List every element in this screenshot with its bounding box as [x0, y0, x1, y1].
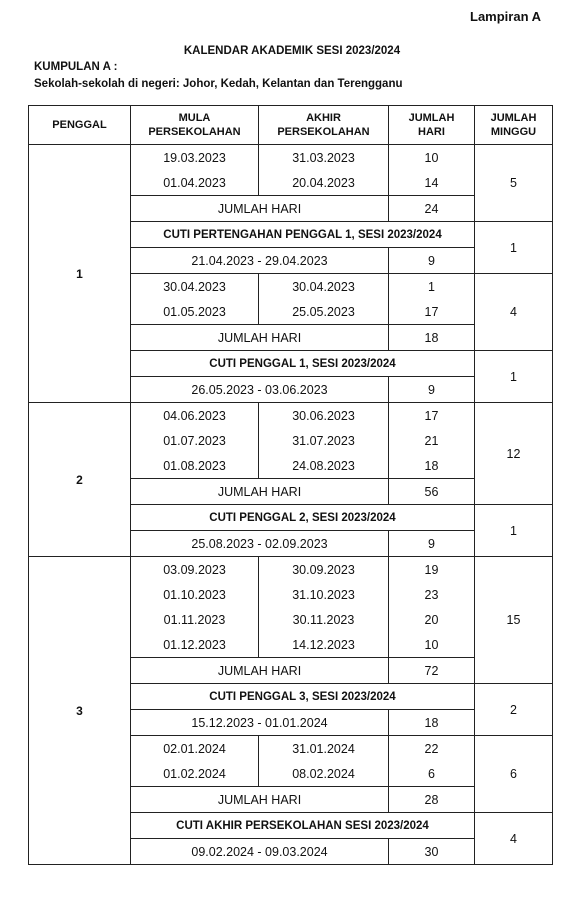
start-date: 03.09.2023 — [131, 557, 259, 583]
table-row — [29, 403, 553, 429]
start-date: 01.05.2023 — [131, 299, 259, 325]
start-date: 01.12.2023 — [131, 632, 259, 658]
weeks-count: 1 — [475, 351, 553, 403]
days-count: 17 — [389, 403, 475, 429]
days-count: 1 — [389, 274, 475, 300]
end-date: 25.05.2023 — [259, 299, 389, 325]
penggal-2-label: 2 — [29, 403, 131, 557]
break-title: CUTI AKHIR PERSEKOLAHAN SESI 2023/2024 — [131, 813, 475, 839]
end-date: 30.09.2023 — [259, 557, 389, 583]
weeks-count: 5 — [475, 145, 553, 222]
table-row — [29, 557, 553, 583]
break-title: CUTI PENGGAL 2, SESI 2023/2024 — [131, 505, 475, 531]
days-count: 18 — [389, 453, 475, 479]
page-title: KALENDAR AKADEMIK SESI 2023/2024 — [183, 45, 401, 57]
days-count: 10 — [389, 145, 475, 171]
weeks-count: 2 — [475, 684, 553, 736]
total-label: JUMLAH HARI — [131, 325, 389, 351]
break-range: 15.12.2023 - 01.01.2024 — [131, 710, 389, 736]
break-range: 09.02.2024 - 09.03.2024 — [131, 839, 389, 865]
header-row — [29, 106, 553, 145]
total-days: 72 — [389, 658, 475, 684]
start-date: 02.01.2024 — [131, 736, 259, 762]
days-count: 6 — [389, 761, 475, 787]
end-date: 31.03.2023 — [259, 145, 389, 171]
days-count: 30 — [389, 839, 475, 865]
weeks-count: 4 — [475, 274, 553, 351]
days-count: 21 — [389, 428, 475, 453]
days-count: 22 — [389, 736, 475, 762]
end-date: 24.08.2023 — [259, 453, 389, 479]
total-days: 24 — [389, 196, 475, 222]
total-label: JUMLAH HARI — [131, 479, 389, 505]
days-count: 19 — [389, 557, 475, 583]
total-label: JUMLAH HARI — [131, 658, 389, 684]
break-range: 26.05.2023 - 03.06.2023 — [131, 377, 389, 403]
days-count: 9 — [389, 531, 475, 557]
total-days: 56 — [389, 479, 475, 505]
days-count: 9 — [389, 377, 475, 403]
academic-calendar-table — [28, 105, 553, 865]
header-penggal: PENGGAL — [29, 106, 131, 145]
end-date: 14.12.2023 — [259, 632, 389, 658]
break-title: CUTI PERTENGAHAN PENGGAL 1, SESI 2023/2024 — [131, 222, 475, 248]
days-count: 23 — [389, 582, 475, 607]
weeks-count: 15 — [475, 557, 553, 684]
break-range: 21.04.2023 - 29.04.2023 — [131, 248, 389, 274]
start-date: 01.07.2023 — [131, 428, 259, 453]
end-date: 30.11.2023 — [259, 607, 389, 632]
penggal-3-label: 3 — [29, 557, 131, 865]
days-count: 9 — [389, 248, 475, 274]
total-label: JUMLAH HARI — [131, 787, 389, 813]
schools-label: Sekolah-sekolah di negeri: Johor, Kedah, Kelantan dan Terengganu — [34, 78, 403, 90]
total-days: 18 — [389, 325, 475, 351]
end-date: 30.04.2023 — [259, 274, 389, 300]
break-title: CUTI PENGGAL 3, SESI 2023/2024 — [131, 684, 475, 710]
end-date: 08.02.2024 — [259, 761, 389, 787]
start-date: 30.04.2023 — [131, 274, 259, 300]
header-jumlah-minggu: JUMLAH MINGGU — [475, 106, 553, 145]
break-range: 25.08.2023 - 02.09.2023 — [131, 531, 389, 557]
start-date: 04.06.2023 — [131, 403, 259, 429]
weeks-count: 12 — [475, 403, 553, 505]
start-date: 01.08.2023 — [131, 453, 259, 479]
annex-label: Lampiran A — [470, 9, 542, 24]
start-date: 19.03.2023 — [131, 145, 259, 171]
days-count: 10 — [389, 632, 475, 658]
start-date: 01.02.2024 — [131, 761, 259, 787]
header-akhir: AKHIR PERSEKOLAHAN — [259, 106, 389, 145]
end-date: 31.07.2023 — [259, 428, 389, 453]
header-mula: MULA PERSEKOLAHAN — [131, 106, 259, 145]
days-count: 18 — [389, 710, 475, 736]
end-date: 20.04.2023 — [259, 170, 389, 196]
weeks-count: 1 — [475, 222, 553, 274]
group-label: KUMPULAN A : — [34, 61, 118, 73]
start-date: 01.04.2023 — [131, 170, 259, 196]
start-date: 01.11.2023 — [131, 607, 259, 632]
days-count: 17 — [389, 299, 475, 325]
table-row — [29, 145, 553, 171]
header-jumlah-hari: JUMLAH HARI — [389, 106, 475, 145]
end-date: 31.10.2023 — [259, 582, 389, 607]
penggal-1-label: 1 — [29, 145, 131, 403]
total-label: JUMLAH HARI — [131, 196, 389, 222]
start-date: 01.10.2023 — [131, 582, 259, 607]
weeks-count: 1 — [475, 505, 553, 557]
weeks-count: 4 — [475, 813, 553, 865]
end-date: 30.06.2023 — [259, 403, 389, 429]
days-count: 14 — [389, 170, 475, 196]
total-days: 28 — [389, 787, 475, 813]
weeks-count: 6 — [475, 736, 553, 813]
end-date: 31.01.2024 — [259, 736, 389, 762]
break-title: CUTI PENGGAL 1, SESI 2023/2024 — [131, 351, 475, 377]
days-count: 20 — [389, 607, 475, 632]
